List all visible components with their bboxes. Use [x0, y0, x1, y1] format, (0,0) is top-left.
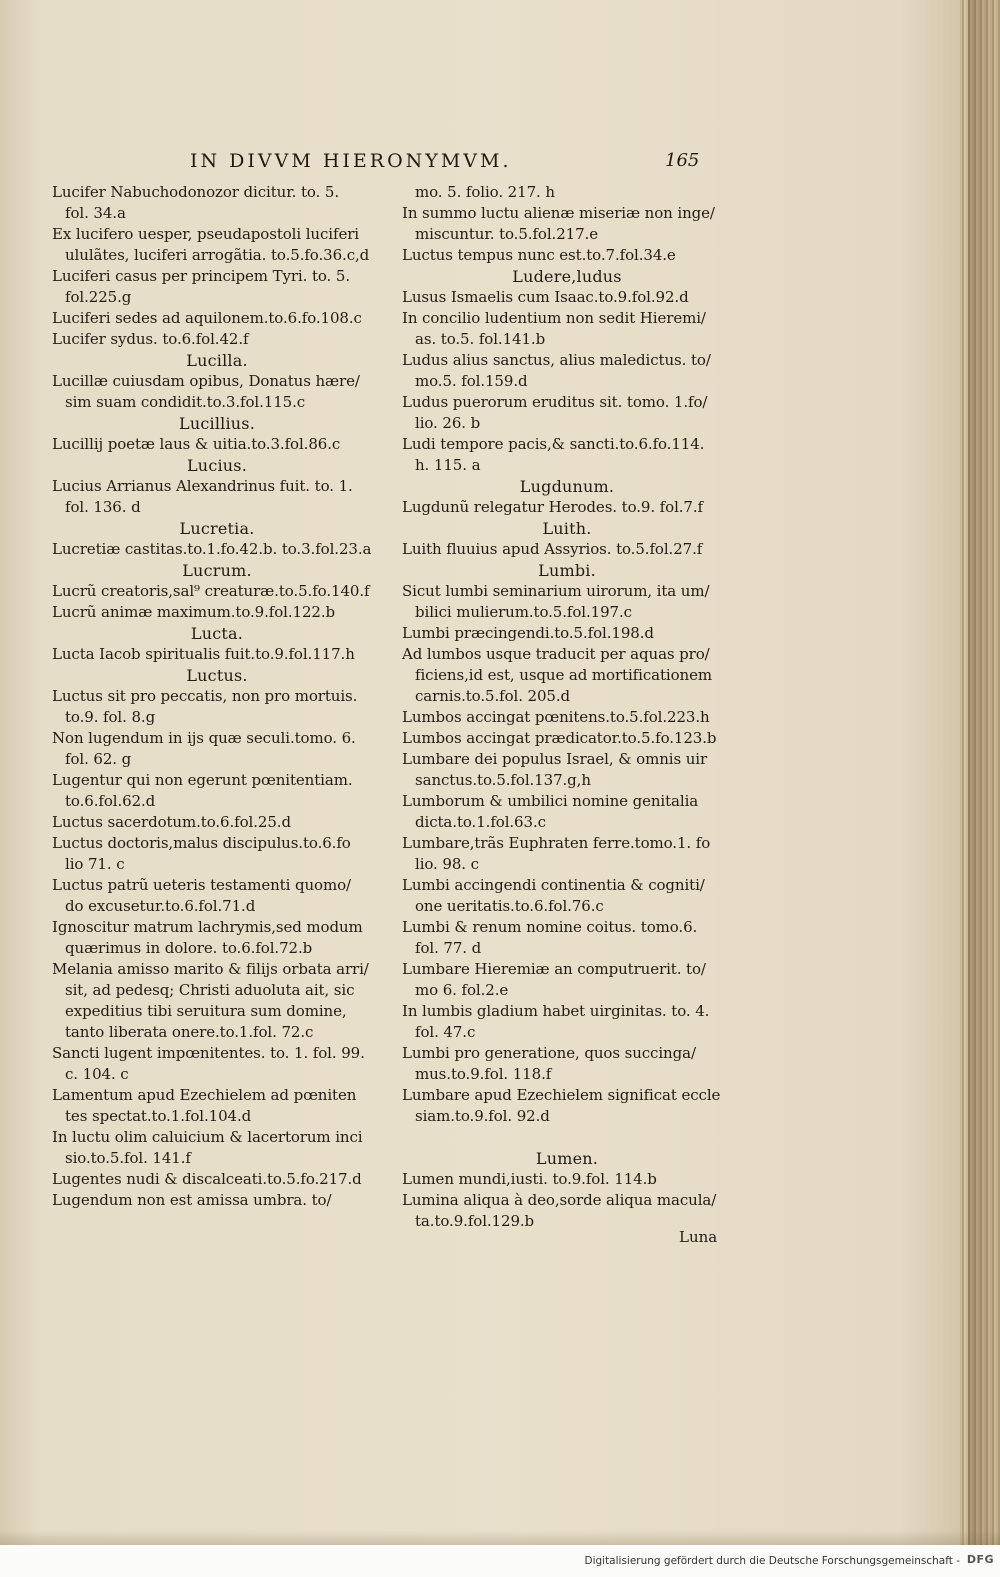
index-line: bilici mulierum.to.5.fol.197.c [415, 603, 632, 621]
index-line: fol. 34.a [65, 204, 126, 222]
index-line: lio 71. c [65, 855, 125, 873]
index-line: fol. 77. d [415, 939, 482, 957]
index-line: Lumbi præcingendi.to.5.fol.198.d [402, 624, 654, 642]
index-line: Luciferi casus per principem Tyri. to. 5. [52, 267, 350, 285]
index-heading: Ludere,ludus [512, 267, 622, 286]
index-heading: Lucilla. [186, 351, 248, 370]
index-line: Luctus sacerdotum.to.6.fol.25.d [52, 813, 291, 831]
index-line: Lucifer sydus. to.6.fol.42.f [52, 330, 249, 348]
index-line: In lumbis gladium habet uirginitas. to. 4. [402, 1002, 710, 1020]
index-line: ficiens,id est, usque ad mortificationem [415, 666, 712, 684]
index-line: Ignoscitur matrum lachrymis,sed modum [52, 918, 363, 936]
index-heading: Lugdunum. [519, 477, 615, 496]
right-column [402, 182, 732, 1232]
index-line: Lucifer Nabuchodonozor dicitur. to. 5. [52, 183, 339, 201]
bottom-shade [0, 1530, 1000, 1545]
index-heading: Lucillius. [179, 414, 255, 433]
index-heading: Lucius. [186, 456, 247, 475]
index-line: to.6.fol.62.d [65, 792, 156, 810]
index-line: ta.to.9.fol.129.b [415, 1212, 535, 1230]
index-line: ululãtes, luciferi arrogãtia. to.5.fo.36.c,d [65, 246, 370, 264]
left-column [52, 182, 382, 1211]
index-line: Lumbi pro generatione, quos succinga/ [402, 1044, 696, 1062]
index-line: sim suam condidit.to.3.fol.115.c [65, 393, 306, 411]
index-line: Lumbare Hieremiæ an computruerit. to/ [402, 960, 706, 978]
index-line: Ex lucifero uesper, pseudapostoli luciferi [52, 225, 359, 243]
index-line: miscuntur. to.5.fol.217.e [415, 225, 598, 243]
index-line: lio. 26. b [415, 414, 481, 432]
index-line: h. 115. a [415, 456, 481, 474]
dfg-logo: DFG [966, 1553, 994, 1566]
index-line: Lumbi & renum nomine coitus. tomo.6. [402, 918, 698, 936]
index-line: In summo luctu alienæ miseriæ non inge/ [402, 204, 715, 222]
index-line: sio.to.5.fol. 141.f [65, 1149, 191, 1167]
index-line: Luith fluuius apud Assyrios. to.5.fol.27.f [402, 540, 703, 558]
footer-credit: Digitalisierung gefördert durch die Deutsche Forschungsgemeinschaft - [584, 1555, 960, 1567]
index-line: mo. 5. folio. 217. h [415, 183, 555, 201]
index-line: Luctus doctoris,malus discipulus.to.6.fo [52, 834, 351, 852]
index-line: lio. 98. c [415, 855, 479, 873]
index-line: Lucius Arrianus Alexandrinus fuit. to. 1. [52, 477, 353, 495]
index-line: tanto liberata onere.to.1.fol. 72.c [65, 1023, 314, 1041]
index-line: Lumborum & umbilici nomine genitalia [402, 792, 699, 810]
book-edge-shadow [968, 0, 1000, 1545]
index-heading: Lumen. [535, 1149, 599, 1168]
index-line: Lugendum non est amissa umbra. to/ [52, 1191, 332, 1209]
index-line: mo.5. fol.159.d [415, 372, 528, 390]
index-line: Luctus patrũ ueteris testamenti quomo/ [52, 876, 351, 894]
index-line: to.9. fol. 8.g [65, 708, 156, 726]
blank-line [402, 1127, 732, 1148]
index-line: Lucillæ cuiusdam opibus, Donatus hære/ [52, 372, 360, 390]
page-number: 165 [665, 150, 700, 171]
index-line: sanctus.to.5.fol.137.g,h [415, 771, 591, 789]
index-line: Lugentes nudi & discalceati.to.5.fo.217.d [52, 1170, 362, 1188]
catchword: Luna [679, 1228, 718, 1246]
index-line: Lugentur qui non egerunt pœnitentiam. [52, 771, 353, 789]
index-line: Lumbi accingendi continentia & cogniti/ [402, 876, 705, 894]
index-line: one ueritatis.to.6.fol.76.c [415, 897, 604, 915]
index-line: carnis.to.5.fol. 205.d [415, 687, 571, 705]
index-line: Luctus sit pro peccatis, non pro mortuis. [52, 687, 358, 705]
index-line: Ad lumbos usque traducit per aquas pro/ [402, 645, 710, 663]
index-line: fol. 47.c [415, 1023, 476, 1041]
index-line: fol.225.g [65, 288, 132, 306]
index-line: Lamentum apud Ezechielem ad pœniten [52, 1086, 357, 1104]
index-heading: Luith. [542, 519, 592, 538]
running-head: IN DIVVM HIERONYMVM. [190, 150, 512, 172]
index-line: Lumbare,trãs Euphraten ferre.tomo.1. fo [402, 834, 711, 852]
index-line: In concilio ludentium non sedit Hieremi/ [402, 309, 706, 327]
footer-bar [0, 1545, 1000, 1577]
index-line: c. 104. c [65, 1065, 129, 1083]
index-line: Lucta Iacob spiritualis fuit.to.9.fol.117.h [52, 645, 355, 663]
index-line: Sancti lugent impœnitentes. to. 1. fol. 99. [52, 1044, 365, 1062]
index-line: Luciferi sedes ad aquilonem.to.6.fo.108.c [52, 309, 362, 327]
index-line: Non lugendum in ijs quæ seculi.tomo. 6. [52, 729, 356, 747]
index-line: Lumbare dei populus Israel, & omnis uir [402, 750, 708, 768]
index-line: Melania amisso marito & filijs orbata arri/ [52, 960, 369, 978]
index-line: mus.to.9.fol. 118.f [415, 1065, 552, 1083]
index-line: Ludus alius sanctus, alius maledictus. to/ [402, 351, 711, 369]
index-heading: Lucrum. [182, 561, 252, 580]
index-line: expeditius tibi seruitura sum domine, [65, 1002, 347, 1020]
index-line: Lumbare apud Ezechielem significat eccle [402, 1086, 721, 1104]
index-heading: Lucretia. [179, 519, 255, 538]
index-line: siam.to.9.fol. 92.d [415, 1107, 550, 1125]
index-line: Lumina aliqua à deo,sorde aliqua macula/ [402, 1191, 717, 1209]
index-heading: Lumbi. [538, 561, 596, 580]
index-line: Lumen mundi,iusti. to.9.fol. 114.b [402, 1170, 657, 1188]
index-line: Lucrũ animæ maximum.to.9.fol.122.b [52, 603, 336, 621]
index-line: dicta.to.1.fol.63.c [415, 813, 546, 831]
index-line: quærimus in dolore. to.6.fol.72.b [65, 939, 313, 957]
index-line: Lumbos accingat pœnitens.to.5.fol.223.h [402, 708, 710, 726]
index-line: mo 6. fol.2.e [415, 981, 509, 999]
index-line: do excusetur.to.6.fol.71.d [65, 897, 256, 915]
index-line: Lumbos accingat prædicator.to.5.fo.123.b [402, 729, 717, 747]
index-line: Luctus tempus nunc est.to.7.fol.34.e [402, 246, 676, 264]
index-line: Ludus puerorum eruditus sit. tomo. 1.fo/ [402, 393, 708, 411]
index-heading: Luctus. [186, 666, 248, 685]
index-line: Lusus Ismaelis cum Isaac.to.9.fol.92.d [402, 288, 689, 306]
index-line: Lucretiæ castitas.to.1.fo.42.b. to.3.fol.23.a [52, 540, 372, 558]
index-heading: Lucta. [190, 624, 244, 643]
index-line: fol. 136. d [65, 498, 141, 516]
index-line: sit, ad pedesq; Christi aduoluta ait, sic [65, 981, 355, 999]
index-line: Lucrũ creatoris,sal⁹ creaturæ.to.5.fo.140.f [52, 582, 370, 600]
index-line: fol. 62. g [65, 750, 132, 768]
index-line: Sicut lumbi seminarium uirorum, ita um/ [402, 582, 710, 600]
index-line: In luctu olim caluicium & lacertorum inci [52, 1128, 363, 1146]
index-line: Lugdunũ relegatur Herodes. to.9. fol.7.f [402, 498, 703, 516]
index-line: as. to.5. fol.141.b [415, 330, 546, 348]
index-line: Ludi tempore pacis,& sancti.to.6.fo.114. [402, 435, 705, 453]
index-line: Lucillij poetæ laus & uitia.to.3.fol.86.c [52, 435, 341, 453]
index-line: tes spectat.to.1.fol.104.d [65, 1107, 252, 1125]
